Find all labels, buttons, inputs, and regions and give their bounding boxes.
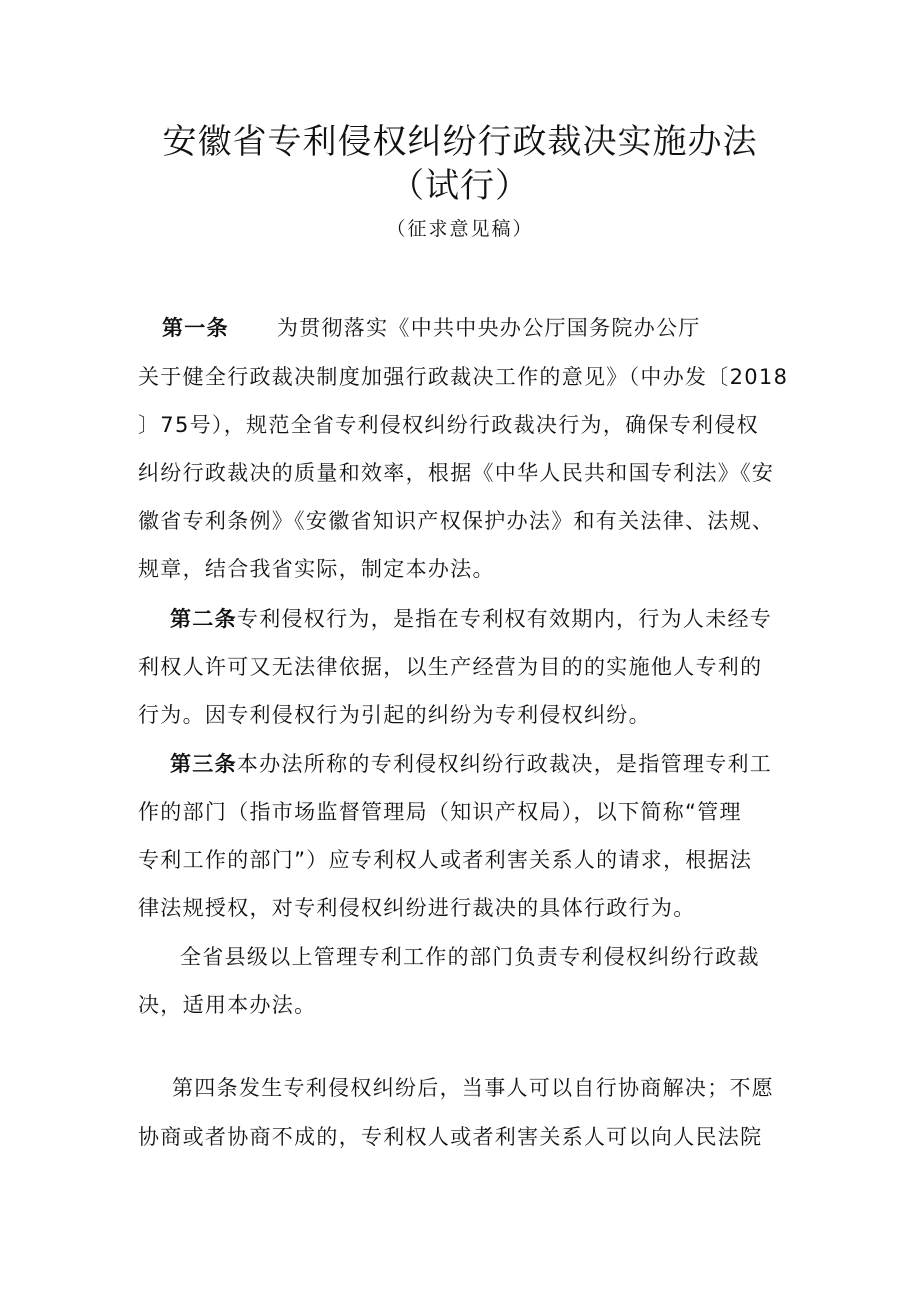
scope-paragraph-line: 决，适用本办法。 <box>138 993 317 1017</box>
article-4-line: 协商或者协商不成的，专利权人或者利害关系人可以向人民法院 <box>138 1125 763 1149</box>
article-2-line: 利权人许可又无法律依据，以生产经营为目的的实施他人专利的 <box>138 655 763 679</box>
article-1-label: 第一条 <box>162 316 229 340</box>
article-1-text: 为贯彻落实《中共中央办公厅国务院办公厅 <box>276 316 701 340</box>
article-2-first-line <box>170 603 920 633</box>
document-subtitle: （征求意见稿） <box>386 218 534 240</box>
article-3-label: 第三条 <box>170 752 237 776</box>
article-3-first-line <box>170 748 920 778</box>
document-title-trial: （试行） <box>390 166 530 206</box>
article-2-text: 专利侵权行为，是指在专利权有效期内，行为人未经专 <box>236 607 773 631</box>
article-3-line: 专利工作的部门”）应专利权人或者利害关系人的请求，根据法 <box>138 848 753 872</box>
article-1-line: 纠纷行政裁决的质量和效率，根据《中华人民共和国专利法》《安 <box>138 461 775 485</box>
article-1-line: 徽省专利条例》《安徽省知识产权保护办法》和有关法律、法规、 <box>138 509 775 533</box>
article-4-first-line: 第四条发生专利侵权纠纷后，当事人可以自行协商解决；不愿 <box>172 1076 775 1100</box>
article-1-first-line <box>162 312 920 342</box>
scope-paragraph-line: 全省县级以上管理专利工作的部门负责专利侵权纠纷行政裁 <box>180 945 760 969</box>
article-3-line: 作的部门（指市场监督管理局（知识产权局），以下简称“管理 <box>138 800 742 824</box>
article-2-line: 行为。因专利侵权行为引起的纠纷为专利侵权纠纷。 <box>138 703 651 727</box>
article-1-line: 关于健全行政裁决制度加强行政裁决工作的意见》（中办发〔2018 <box>138 365 789 389</box>
article-3-line: 律法规授权，对专利侵权纠纷进行裁决的具体行政行为。 <box>138 896 696 920</box>
article-1-line: 〕75号），规范全省专利侵权纠纷行政裁决行为，确保专利侵权 <box>138 413 759 437</box>
article-3-text: 本办法所称的专利侵权纠纷行政裁决，是指管理专利工 <box>236 752 773 776</box>
article-1-line: 规章，结合我省实际，制定本办法。 <box>138 557 495 581</box>
document-title: 安徽省专利侵权纠纷行政裁决实施办法 <box>162 122 758 162</box>
article-2-label: 第二条 <box>170 607 237 631</box>
